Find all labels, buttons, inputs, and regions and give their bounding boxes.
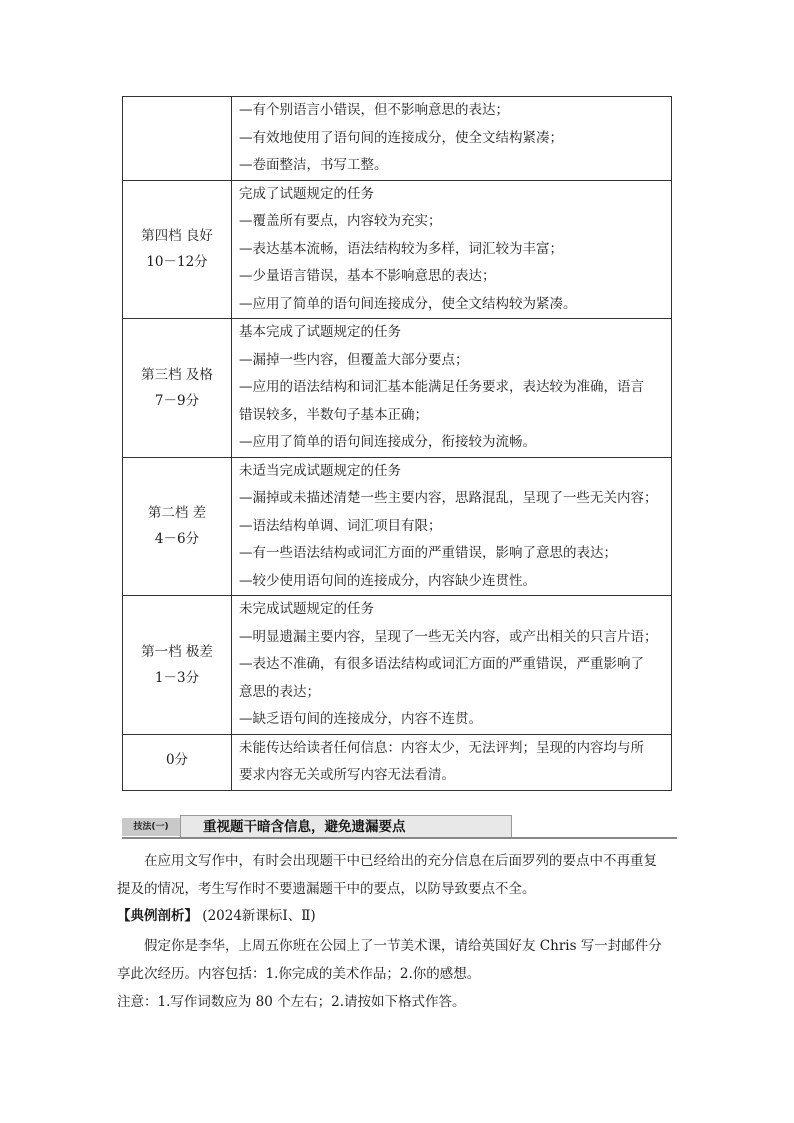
level-score: 7－9分 [154, 392, 200, 409]
criteria-line: —缺乏语句间的连接成分，内容不连贯。 [239, 711, 482, 727]
level-cell [123, 596, 232, 735]
criteria-cell [232, 457, 672, 596]
level-name: 第三档 及格 [141, 366, 213, 383]
level-cell [123, 734, 232, 790]
criteria-line: —漏掉一些内容，但覆盖大部分要点； [239, 351, 469, 368]
level-cell [123, 457, 232, 596]
intro-paragraph [117, 848, 683, 876]
rubric-table [122, 96, 672, 791]
criteria-line: 未适当完成试题规定的任务 [239, 462, 401, 479]
table-row [123, 457, 672, 596]
criteria-line: —语法结构单调、词汇项目有限； [239, 517, 442, 534]
criteria-line: —有效地使用了语句间的连接成分，使全文结构紧凑； [239, 129, 563, 146]
criteria-line: —明显遗漏主要内容，呈现了一些无关内容，或产出相关的只言片语； [239, 628, 658, 645]
text-line: 假定你是李华，上周五你班在公园上了一节美术课，请给英国好友 Chris 写一封邮件分 [144, 938, 662, 954]
level-score: 0分 [165, 751, 189, 768]
section-banner [122, 815, 677, 839]
criteria-line: 错误较多，半数句子基本正确； [239, 406, 428, 423]
table-row [123, 734, 672, 790]
criteria-cell [232, 97, 672, 181]
criteria-line: —有个别语言小错误，但不影响意思的表达； [239, 102, 509, 118]
level-cell [123, 97, 232, 181]
level-score: 10－12分 [146, 254, 208, 271]
table-row [123, 180, 672, 319]
example-source: (2024新课标Ⅰ、Ⅱ) [202, 908, 316, 924]
level-name: 第四档 良好 [141, 228, 213, 245]
text-line: 享此次经历。内容包括：1.你完成的美术作品；2.你的感想。 [117, 966, 481, 982]
level-name: 第一档 极差 [141, 643, 213, 660]
table-row [123, 319, 672, 458]
criteria-line: —应用的语法结构和词汇基本能满足任务要求，表达较为准确，语言 [239, 379, 644, 395]
level-cell [123, 319, 232, 458]
note-line [117, 989, 683, 1017]
criteria-line: 意思的表达； [239, 683, 320, 700]
text-line: 在应用文写作中，有时会出现题干中已经给出的充分信息在后面罗列的要点中不再重复 [144, 853, 657, 869]
criteria-line: —覆盖所有要点，内容较为充实； [239, 213, 442, 229]
criteria-line: —有一些语法结构或词汇方面的严重错误，影响了意思的表达； [239, 545, 617, 561]
task-paragraph [117, 933, 683, 961]
criteria-line: —应用了简单的语句间连接成分，使全文结构较为紧凑。 [239, 295, 577, 312]
text-line: 注意：1.写作词数应为 80 个左右；2.请按如下格式作答。 [117, 994, 466, 1010]
criteria-line: 完成了试题规定的任务 [239, 185, 374, 202]
criteria-cell [232, 734, 672, 790]
criteria-cell [232, 319, 672, 458]
criteria-cell [232, 596, 672, 735]
criteria-line: —表达基本流畅，语法结构较为多样，词汇较为丰富； [239, 240, 563, 257]
example-label: 【典例剖析】 [117, 908, 198, 924]
level-cell [123, 180, 232, 319]
criteria-line: —较少使用语句间的连接成分，内容缺少连贯性。 [239, 572, 536, 589]
criteria-line: 未完成试题规定的任务 [239, 601, 374, 617]
criteria-line: 要求内容无关或所写内容无法看清。 [239, 767, 455, 783]
example-heading [117, 903, 683, 931]
criteria-line: 基本完成了试题规定的任务 [239, 324, 401, 340]
table-row [123, 97, 672, 181]
criteria-line: —漏掉或未描述清楚一些主要内容，思路混乱，呈现了一些无关内容； [239, 490, 658, 506]
task-paragraph-cont [117, 961, 683, 989]
section-tag: 技法(一) [122, 818, 180, 836]
intro-paragraph-cont [117, 876, 683, 904]
criteria-line: —表达不准确，有很多语法结构或词汇方面的严重错误，严重影响了 [239, 656, 644, 672]
text-line: 提及的情况，考生写作时不要遗漏题干中的要点，以防导致要点不全。 [117, 881, 536, 897]
criteria-line: —应用了简单的语句间连接成分，衔接较为流畅。 [239, 434, 536, 450]
criteria-line: —卷面整洁，书写工整。 [239, 157, 388, 173]
level-name: 第二档 差 [147, 505, 207, 522]
criteria-cell [232, 180, 672, 319]
criteria-line: —少量语言错误，基本不影响意思的表达； [239, 268, 496, 284]
level-score: 4－6分 [154, 531, 200, 548]
section-title: 重视题干暗含信息，避免遗漏要点 [180, 815, 512, 837]
criteria-line: 未能传达给读者任何信息：内容太少，无法评判；呈现的内容均与所 [239, 739, 644, 756]
table-row [123, 596, 672, 735]
level-score: 1－3分 [154, 669, 200, 686]
